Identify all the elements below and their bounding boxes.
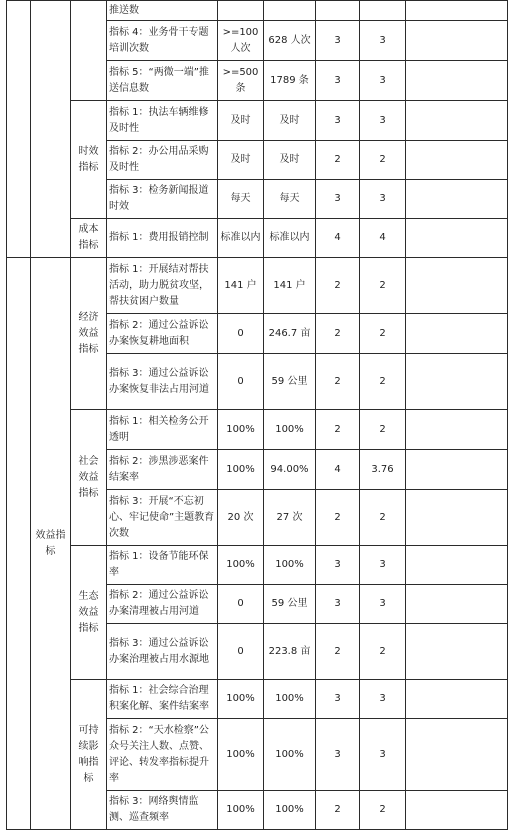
table-row	[7, 410, 508, 450]
score-cell: 2	[360, 141, 406, 180]
score-cell: 3	[360, 61, 406, 101]
level1-cell-blank-2	[31, 1, 71, 258]
table-row	[7, 219, 508, 258]
weight-cell: 3	[316, 180, 360, 219]
table-row	[7, 680, 508, 719]
table-row	[7, 258, 508, 314]
score-cell: 2	[360, 791, 406, 830]
indicator-cell: 指标 1：社会综合治理积案化解、案件结案率	[107, 680, 218, 719]
weight-cell: 2	[316, 354, 360, 410]
target-cell: 100%	[218, 546, 264, 585]
score-cell: 2	[360, 490, 406, 546]
weight-cell: 3	[316, 546, 360, 585]
target-cell: >=500 条	[218, 61, 264, 101]
score-cell: 3	[360, 180, 406, 219]
actual-cell: 100%	[264, 719, 316, 791]
indicator-cell: 指标 2：涉黑涉恶案件结案率	[107, 450, 218, 490]
target-cell: >=100 人次	[218, 21, 264, 61]
level1-cell-blank	[7, 1, 31, 258]
weight-cell: 4	[316, 219, 360, 258]
weight-cell: 3	[316, 21, 360, 61]
level2-cost: 成本指标	[71, 219, 107, 258]
note-cell	[406, 141, 508, 180]
score-cell: 3	[360, 680, 406, 719]
indicator-cell: 指标 1：费用报销控制	[107, 219, 218, 258]
indicator-cell: 指标 2：“天水检察”公众号关注人数、点赞、评论、转发率指标提升率	[107, 719, 218, 791]
level2-economic: 经济效益指标	[71, 258, 107, 410]
indicator-cell: 指标 3：检务新闻报道时效	[107, 180, 218, 219]
weight-cell: 3	[316, 719, 360, 791]
note-cell	[406, 546, 508, 585]
weight-cell: 3	[316, 101, 360, 141]
level2-social: 社会效益指标	[71, 410, 107, 546]
weight-cell	[316, 1, 360, 21]
actual-cell: 100%	[264, 410, 316, 450]
weight-cell: 2	[316, 490, 360, 546]
weight-cell: 3	[316, 61, 360, 101]
indicator-cell: 指标 3：网络舆情监测、巡查频率	[107, 791, 218, 830]
weight-cell: 2	[316, 314, 360, 354]
score-cell: 3	[360, 719, 406, 791]
target-cell: 及时	[218, 101, 264, 141]
weight-cell: 2	[316, 258, 360, 314]
score-cell: 2	[360, 624, 406, 680]
note-cell	[406, 450, 508, 490]
score-cell: 3.76	[360, 450, 406, 490]
score-cell: 3	[360, 101, 406, 141]
indicator-cell: 指标 2：办公用品采购及时性	[107, 141, 218, 180]
score-cell: 4	[360, 219, 406, 258]
note-cell	[406, 180, 508, 219]
note-cell	[406, 624, 508, 680]
note-cell	[406, 490, 508, 546]
actual-cell: 每天	[264, 180, 316, 219]
indicator-cell: 指标 2：通过公益诉讼办案恢复耕地面积	[107, 314, 218, 354]
target-cell: 每天	[218, 180, 264, 219]
note-cell	[406, 314, 508, 354]
target-cell: 0	[218, 624, 264, 680]
actual-cell	[264, 1, 316, 21]
indicator-cell: 指标 1：开展结对帮扶活动，助力脱贫攻坚，帮扶贫困户数量	[107, 258, 218, 314]
performance-table	[6, 0, 508, 830]
actual-cell: 1789 条	[264, 61, 316, 101]
target-cell: 100%	[218, 680, 264, 719]
weight-cell: 2	[316, 624, 360, 680]
actual-cell: 100%	[264, 680, 316, 719]
level1-cell-blank-3	[7, 258, 31, 830]
table-row	[7, 546, 508, 585]
level2-cell-blank	[71, 1, 107, 101]
note-cell	[406, 354, 508, 410]
actual-cell: 标准以内	[264, 219, 316, 258]
indicator-cell: 指标 3：通过公益诉讼办案恢复非法占用河道	[107, 354, 218, 410]
score-cell	[360, 1, 406, 21]
score-cell: 2	[360, 410, 406, 450]
target-cell: 141 户	[218, 258, 264, 314]
actual-cell: 59 公里	[264, 354, 316, 410]
note-cell	[406, 791, 508, 830]
actual-cell: 223.8 亩	[264, 624, 316, 680]
target-cell: 20 次	[218, 490, 264, 546]
actual-cell: 246.7 亩	[264, 314, 316, 354]
target-cell: 及时	[218, 141, 264, 180]
indicator-cell: 指标 1：相关检务公开透明	[107, 410, 218, 450]
target-cell: 100%	[218, 410, 264, 450]
weight-cell: 3	[316, 585, 360, 624]
actual-cell: 141 户	[264, 258, 316, 314]
indicator-cell: 指标 4：业务骨干专题培训次数	[107, 21, 218, 61]
target-cell: 0	[218, 354, 264, 410]
actual-cell: 628 人次	[264, 21, 316, 61]
actual-cell: 100%	[264, 546, 316, 585]
actual-cell: 及时	[264, 141, 316, 180]
indicator-cell: 指标 1：设备节能环保率	[107, 546, 218, 585]
note-cell	[406, 719, 508, 791]
indicator-cell: 指标 3：开展“不忘初心、牢记使命”主题教育次数	[107, 490, 218, 546]
table-row	[7, 1, 508, 21]
note-cell	[406, 680, 508, 719]
weight-cell: 4	[316, 450, 360, 490]
indicator-cell: 指标 2：通过公益诉讼办案清理被占用河道	[107, 585, 218, 624]
score-cell: 3	[360, 21, 406, 61]
indicator-cell: 指标 5：“两微一端”推送信息数	[107, 61, 218, 101]
weight-cell: 2	[316, 791, 360, 830]
target-cell	[218, 1, 264, 21]
level2-ecological: 生态效益指标	[71, 546, 107, 680]
actual-cell: 59 公里	[264, 585, 316, 624]
level2-timeliness: 时效指标	[71, 101, 107, 219]
weight-cell: 2	[316, 410, 360, 450]
note-cell	[406, 410, 508, 450]
weight-cell: 2	[316, 141, 360, 180]
target-cell: 100%	[218, 791, 264, 830]
indicator-cell: 指标 3：通过公益诉讼办案治理被占用水源地	[107, 624, 218, 680]
table-row	[7, 101, 508, 141]
score-cell: 2	[360, 258, 406, 314]
note-cell	[406, 219, 508, 258]
note-cell	[406, 101, 508, 141]
score-cell: 2	[360, 354, 406, 410]
level2-sustainable: 可持续影响指标	[71, 680, 107, 830]
note-cell	[406, 1, 508, 21]
score-cell: 3	[360, 585, 406, 624]
target-cell: 标准以内	[218, 219, 264, 258]
actual-cell: 27 次	[264, 490, 316, 546]
note-cell	[406, 61, 508, 101]
note-cell	[406, 585, 508, 624]
indicator-cell: 推送数	[107, 1, 218, 21]
score-cell: 3	[360, 546, 406, 585]
target-cell: 100%	[218, 450, 264, 490]
indicator-cell: 指标 1：执法车辆维修及时性	[107, 101, 218, 141]
actual-cell: 100%	[264, 791, 316, 830]
target-cell: 0	[218, 314, 264, 354]
target-cell: 0	[218, 585, 264, 624]
note-cell	[406, 258, 508, 314]
score-cell: 2	[360, 314, 406, 354]
actual-cell: 及时	[264, 101, 316, 141]
note-cell	[406, 21, 508, 61]
actual-cell: 94.00%	[264, 450, 316, 490]
level1-effect: 效益指标	[31, 258, 71, 830]
target-cell: 100%	[218, 719, 264, 791]
weight-cell: 3	[316, 680, 360, 719]
